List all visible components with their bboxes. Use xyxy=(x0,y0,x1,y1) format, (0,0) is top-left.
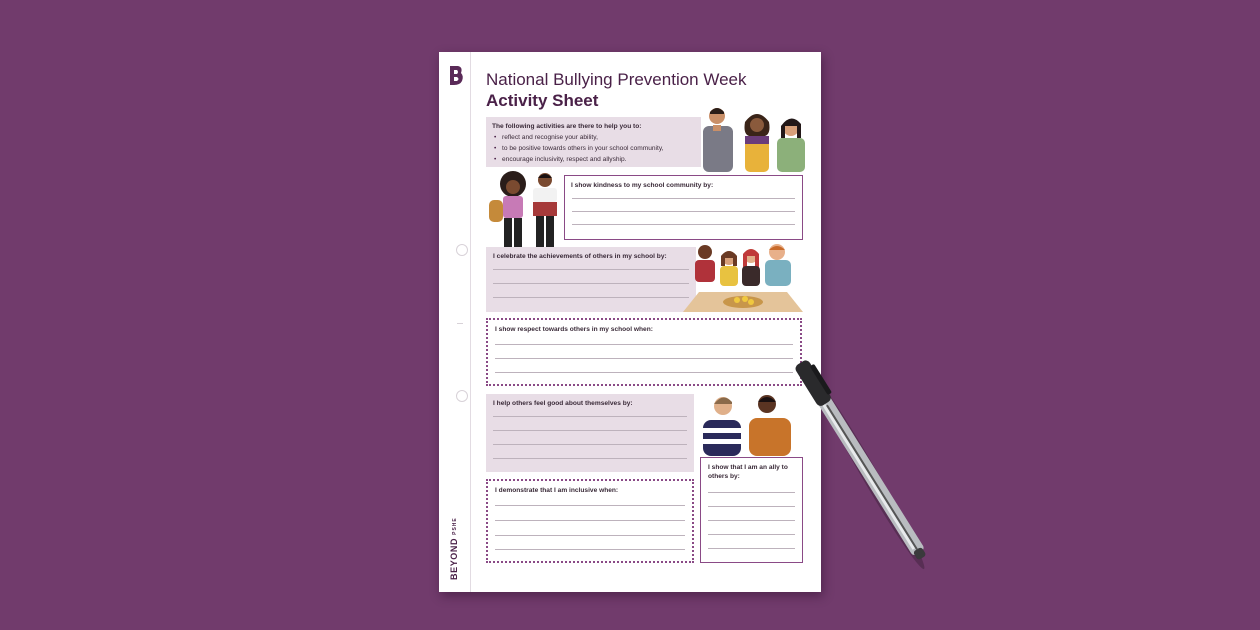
writing-line xyxy=(493,283,689,284)
writing-line xyxy=(572,198,795,199)
kindness-prompt: I show kindness to my school community by: xyxy=(571,182,714,189)
intro-lead: The following activities are there to help you to: xyxy=(492,123,642,130)
page-title: National Bullying Prevention Week xyxy=(486,70,747,89)
intro-bullet: • encourage inclusivity, respect and allyship. xyxy=(502,154,695,165)
writing-line xyxy=(493,297,689,298)
writing-line xyxy=(493,430,687,431)
pen-icon xyxy=(780,340,940,585)
writing-line xyxy=(572,211,795,212)
brand-wordmark: BEYONDPSHE xyxy=(449,517,459,580)
students-celebrating-illustration xyxy=(683,242,803,316)
punch-hole-icon xyxy=(456,244,468,256)
achievements-prompt: I celebrate the achievements of others in my school by: xyxy=(493,253,667,260)
fold-mark xyxy=(457,323,463,324)
intro-bullet-list xyxy=(492,132,695,165)
writing-line xyxy=(495,505,685,506)
kindness-writing-box[interactable] xyxy=(564,175,803,240)
page-subtitle: Activity Sheet xyxy=(486,91,599,110)
punch-hole-icon xyxy=(456,390,468,402)
activity-sheet xyxy=(439,52,821,592)
inclusive-writing-box[interactable] xyxy=(486,479,694,563)
achievements-writing-box[interactable] xyxy=(486,247,696,312)
help-others-prompt: I help others feel good about themselves by: xyxy=(493,400,633,407)
writing-line xyxy=(495,372,793,373)
students-group-illustration xyxy=(701,104,809,174)
intro-bullet: • reflect and recognise your ability, xyxy=(502,132,695,143)
two-students-illustration xyxy=(485,170,571,250)
beyond-logo-icon xyxy=(447,64,465,86)
inclusive-prompt: I demonstrate that I am inclusive when: xyxy=(495,487,619,494)
writing-line xyxy=(493,444,687,445)
writing-line xyxy=(495,344,793,345)
writing-line xyxy=(495,535,685,536)
ally-prompt: I show that I am an ally to others by: xyxy=(708,464,788,480)
respect-prompt: I show respect towards others in my school when: xyxy=(495,326,653,333)
writing-line xyxy=(493,416,687,417)
intro-bullet: • to be positive towards others in your school community, xyxy=(502,143,695,154)
intro-panel xyxy=(486,117,701,167)
respect-writing-box[interactable] xyxy=(486,318,802,386)
writing-line xyxy=(572,224,795,225)
writing-line xyxy=(495,520,685,521)
writing-line xyxy=(495,549,685,550)
writing-line xyxy=(493,458,687,459)
binding-margin-line xyxy=(470,52,471,592)
writing-line xyxy=(495,358,793,359)
writing-line xyxy=(493,269,689,270)
help-others-writing-box[interactable] xyxy=(486,394,694,472)
